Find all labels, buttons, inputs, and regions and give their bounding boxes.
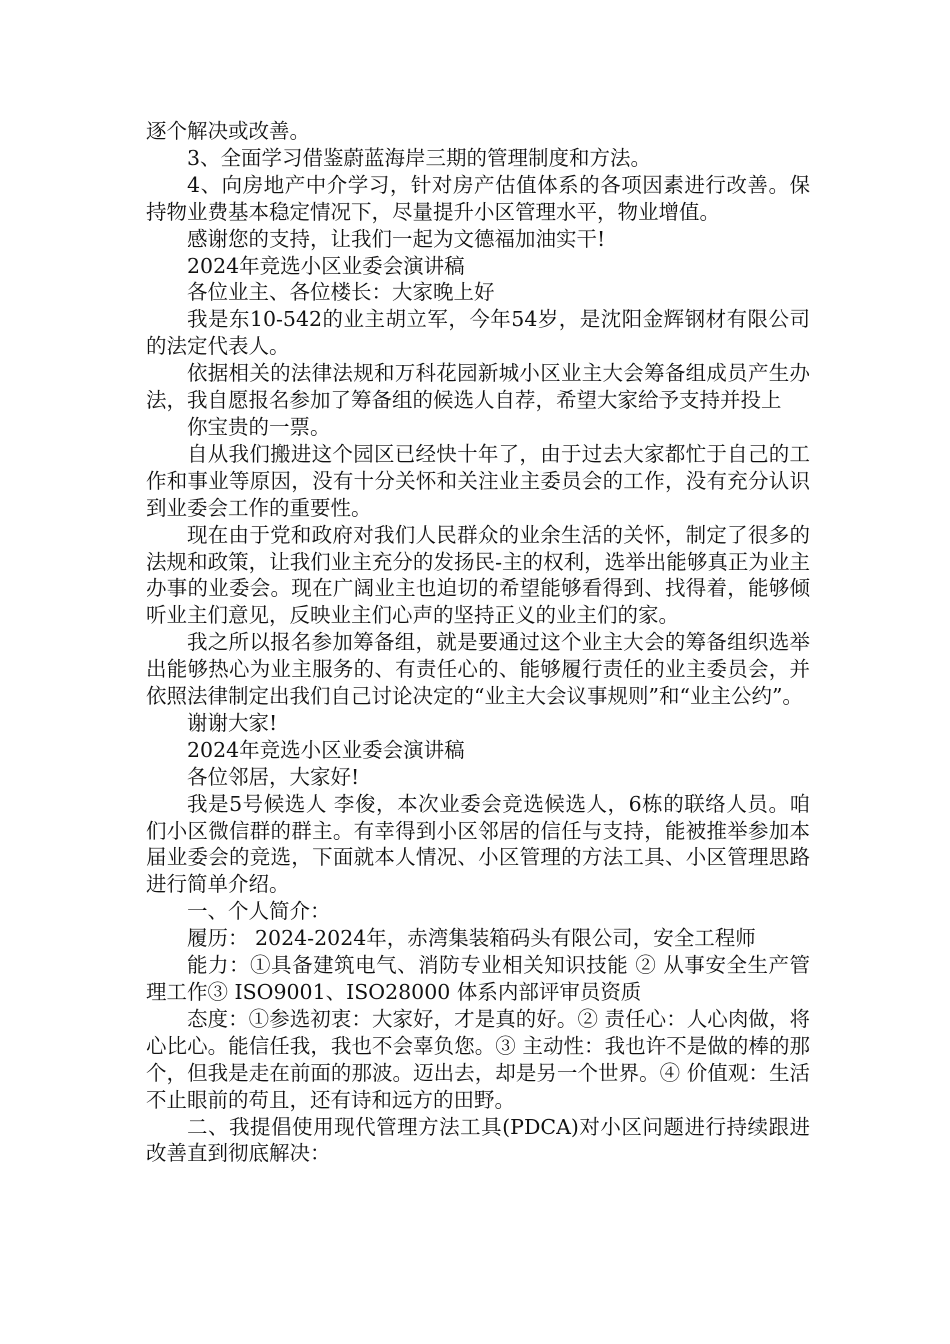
speech-title-2: 2024年竞选小区业委会演讲稿 xyxy=(187,737,465,762)
paragraph-purpose: 我之所以报名参加筹备组，就是要通过这个业主大会的筹备组织选举出能够热心为业主服务的、有责任心的、能够履行责任的业主委员会，并依照法律制定出我们自己讨论决定的“业主大会议事规则”和“业主公约”。 xyxy=(146,630,810,709)
speech-greeting-1: 各位业主、各位楼长：大家晚上好 xyxy=(187,280,495,305)
paragraph-intro-1: 我是东10-542的业主胡立军，今年54岁，是沈阳金辉钢材有限公司的法定代表人。 xyxy=(146,307,810,359)
paragraph-continuation: 逐个解决或改善。 xyxy=(146,119,310,143)
paragraph-policy: 现在由于党和政府对我们人民群众的业余生活的关怀，制定了很多的法规和政策，让我们业主充分的发扬民-主的权利，选举出能够真正为业主办事的业委会。现在广阔业主也迫切的希望能够看得到、找得着，能够倾听业主们意见，反映业主们心声的坚持正义的业主们的家。 xyxy=(146,522,810,628)
speech-greeting-2: 各位邻居，大家好! xyxy=(187,764,360,789)
section-heading-1: 一、个人简介： xyxy=(187,899,331,924)
paragraph-thanks: 感谢您的支持，让我们一起为文德福加油实干! xyxy=(187,226,606,251)
paragraph-vote: 你宝贵的一票。 xyxy=(187,414,331,439)
paragraph-item-4: 4、向房地产中介学习，针对房产估值体系的各项因素进行改善。保持物业费基本稳定情况下，尽量提升小区管理水平，物业增值。 xyxy=(146,172,810,224)
paragraph-resume: 履历： 2024-2024年，赤湾集装箱码头有限公司，安全工程师 xyxy=(187,926,756,951)
section-heading-2: 二、我提倡使用现代管理方法工具(PDCA)对小区问题进行持续跟进改善直到彻底解决： xyxy=(146,1114,810,1166)
paragraph-closing-1: 谢谢大家! xyxy=(187,710,278,735)
document-body xyxy=(146,118,810,1167)
paragraph-basis: 依据相关的法律法规和万科花园新城小区业主大会筹备组成员产生办法，我自愿报名参加了筹备组的候选人自荐，希望大家给予支持并投上 xyxy=(146,361,810,413)
paragraph-background: 自从我们搬进这个园区已经快十年了，由于过去大家都忙于自己的工作和事业等原因，没有十分关怀和关注业主委员会的工作，没有充分认识到业委会工作的重要性。 xyxy=(146,441,810,520)
paragraph-ability: 能力：①具备建筑电气、消防专业相关知识技能 ② 从事安全生产管理工作③ ISO9001、ISO28000 体系内部评审员资质 xyxy=(146,953,810,1004)
paragraph-item-3: 3、全面学习借鉴蔚蓝海岸三期的管理制度和方法。 xyxy=(187,145,652,170)
paragraph-attitude: 态度：①参选初衷：大家好，才是真的好。② 责任心：人心肉做，将心比心。能信任我，我也不会辜负您。③ 主动性：我也许不是做的棒的那个，但我是走在前面的那波。迈出去，却是另一个世界。④ 价值观：生活不止眼前的苟且，还有诗和远方的田野。 xyxy=(146,1006,810,1112)
paragraph-intro-2: 我是5号候选人 李俊，本次业委会竞选候选人，6栋的联络人员。咱们小区微信群的群主。有幸得到小区邻居的信任与支持，能被推举参加本届业委会的竞选，下面就本人情况、小区管理的方法工具、小区管理思路进行简单介绍。 xyxy=(146,791,810,897)
speech-title-1: 2024年竞选小区业委会演讲稿 xyxy=(187,253,465,278)
